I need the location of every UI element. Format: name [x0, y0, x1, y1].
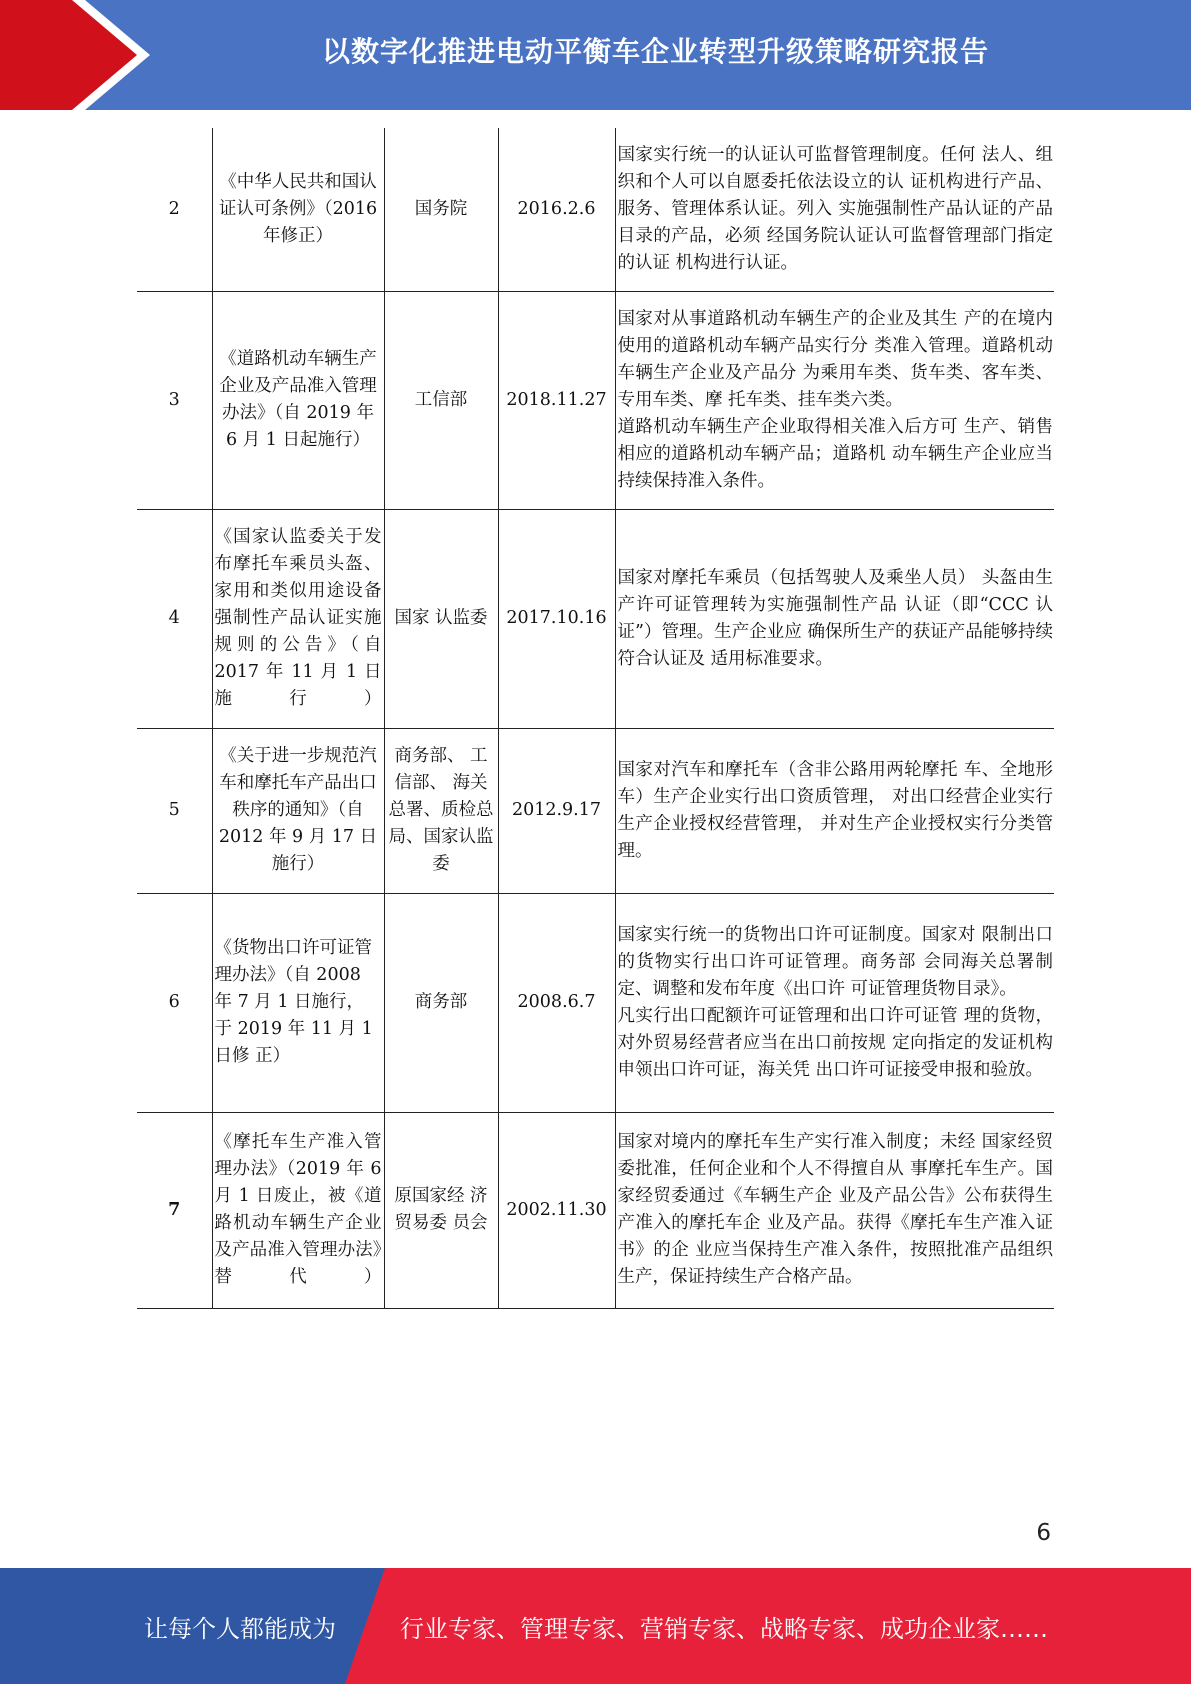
table-row: [137, 128, 1054, 291]
regulations-table: [137, 128, 1054, 1309]
issue-date: 2012.9.17: [498, 728, 615, 893]
page-footer: [0, 1568, 1191, 1684]
page-number: 6: [1036, 1520, 1051, 1546]
law-title: 《中华人民共和国认证认可条例》（2016 年修正）: [212, 128, 384, 291]
regulation-content: [615, 291, 1054, 509]
issuing-department: 工信部: [384, 291, 498, 509]
law-title: 《货物出口许可证管理办法》（自 2008 年 7 月 1 日施行，于 2019 年 11 月 1 日修 正）: [212, 893, 384, 1112]
table-row: [137, 291, 1054, 509]
content-paragraph: 国家实行统一的货物出口许可证制度。国家对 限制出口的货物实行出口许可证管理。商务部 会同海关总署制定、调整和发布年度《出口许 可证管理货物目录》。: [617, 924, 1053, 999]
footer-slogan-left: 让每个人都能成为: [144, 1614, 336, 1643]
regulation-content: [615, 509, 1054, 728]
issuing-department: 商务部: [384, 893, 498, 1112]
content-paragraph: 国家对从事道路机动车辆生产的企业及其生 产的在境内使用的道路机动车辆产品实行分 类准入管理。道路机动车辆生产企业及产品分 为乘用车类、货车类、客车类、专用车类、摩 托车类、挂车类六类。: [617, 308, 1053, 410]
content-paragraph: 凡实行出口配额许可证管理和出口许可证管 理的货物，对外贸易经营者应当在出口前按规 定向指定的发证机构申领出口许可证，海关凭 出口许可证接受申报和验放。: [617, 1005, 1053, 1080]
law-title: 《关于进一步规范汽车和摩托车产品出口秩序的通知》（自 2012 年 9 月 17 日施行）: [212, 728, 384, 893]
issuing-department: 国家 认监委: [384, 509, 498, 728]
row-number: 6: [137, 893, 212, 1112]
content-paragraph: 国家对摩托车乘员（包括驾驶人及乘坐人员） 头盔由生产许可证管理转为实施强制性产品 认证（即“CCC 认证”）管理。生产企业应 确保所生产的获证产品能够持续符合认证及 适用标准要求。: [617, 567, 1053, 669]
row-number: 7: [137, 1112, 212, 1308]
issuing-department: 原国家经 济贸易委 员会: [384, 1112, 498, 1308]
issue-date: 2008.6.7: [498, 893, 615, 1112]
regulation-content: [615, 728, 1054, 893]
row-number: 2: [137, 128, 212, 291]
law-title: 《道路机动车辆生产企业及产品准入管理办法》（自 2019 年 6 月 1 日起施行）: [212, 291, 384, 509]
table-row: [137, 1112, 1054, 1308]
law-title: 《摩托车生产准入管理办法》（2019 年 6 月 1 日废止，被《道路机动车辆生产企业及产品准入管理办法》替代）: [212, 1112, 384, 1308]
report-title: 以数字化推进电动平衡车企业转型升级策略研究报告: [321, 35, 989, 68]
table-row: [137, 728, 1054, 893]
issuing-department: 国务院: [384, 128, 498, 291]
issue-date: 2016.2.6: [498, 128, 615, 291]
content-paragraph: 国家实行统一的认证认可监督管理制度。任何 法人、组织和个人可以自愿委托依法设立的认 证机构进行产品、服务、管理体系认证。列入 实施强制性产品认证的产品目录的产品，必须 经国务院认证认可监督管理部门指定的认证 机构进行认证。: [617, 144, 1053, 273]
row-number: 4: [137, 509, 212, 728]
issue-date: 2002.11.30: [498, 1112, 615, 1308]
regulation-content: [615, 893, 1054, 1112]
row-number: 3: [137, 291, 212, 509]
footer-slogan-right: 行业专家、管理专家、营销专家、战略专家、成功企业家……: [400, 1614, 1048, 1643]
issue-date: 2017.10.16: [498, 509, 615, 728]
issuing-department: 商务部、 工信部、 海关总署、质检总局、国家认监委: [384, 728, 498, 893]
row-number: 5: [137, 728, 212, 893]
law-title: 《国家认监委关于发布摩托车乘员头盔、家用和类似用途设备强制性产品认证实施规则的公告》（自 2017 年 11 月 1 日施行）: [212, 509, 384, 728]
content-paragraph: 国家对汽车和摩托车（含非公路用两轮摩托 车、全地形车）生产企业实行出口资质管理， 对出口经营企业实行生产企业授权经营管理， 并对生产企业授权实行分类管理。: [617, 759, 1053, 861]
table-row: [137, 893, 1054, 1112]
regulation-content: [615, 128, 1054, 291]
content-paragraph: 国家对境内的摩托车生产实行准入制度；未经 国家经贸委批准，任何企业和个人不得擅自从 事摩托车生产。国家经贸委通过《车辆生产企 业及产品公告》公布获得生产准入的摩托车企 业及产品。获得《摩托车生产准入证书》的企 业应当保持生产准入条件，按照批准产品组织 生产，保证持续生产合格产品。: [617, 1132, 1053, 1287]
issue-date: 2018.11.27: [498, 291, 615, 509]
content-paragraph: 道路机动车辆生产企业取得相关准入后方可 生产、销售相应的道路机动车辆产品；道路机 动车辆生产企业应当持续保持准入条件。: [617, 416, 1053, 491]
table-row: [137, 509, 1054, 728]
page-header: [0, 0, 1191, 110]
regulation-content: [615, 1112, 1054, 1308]
